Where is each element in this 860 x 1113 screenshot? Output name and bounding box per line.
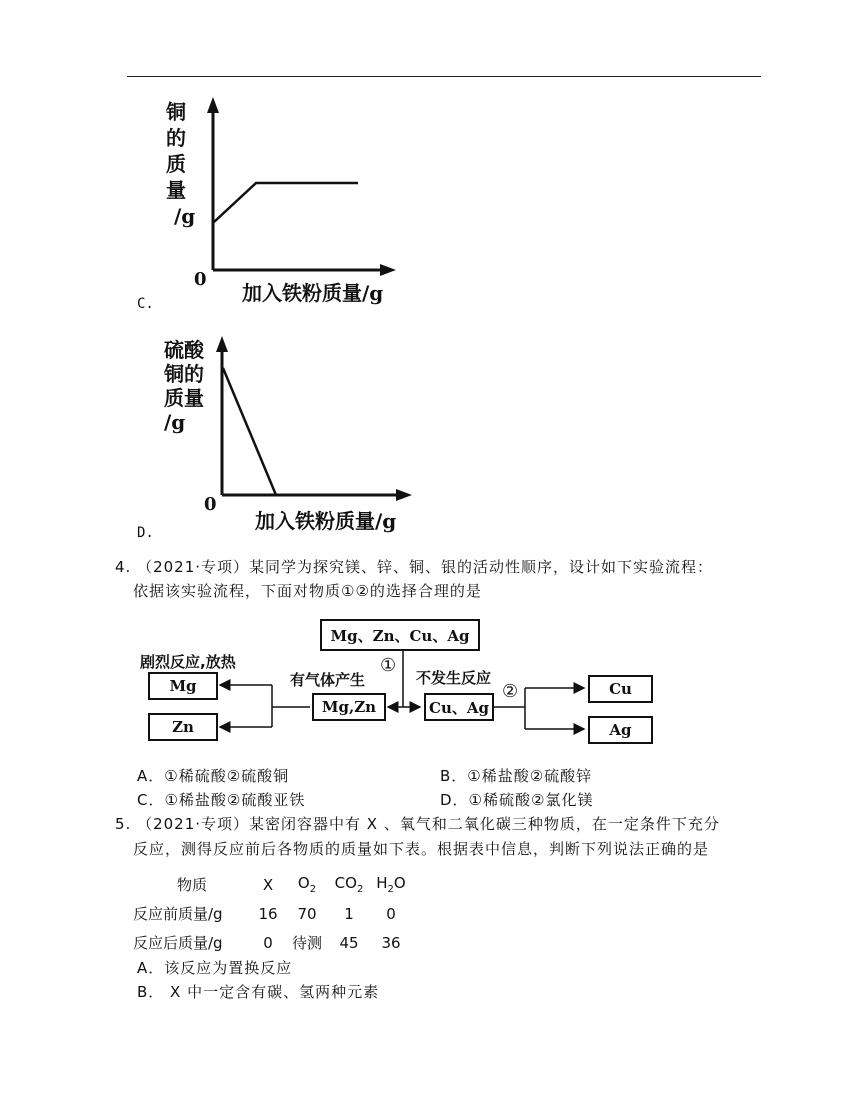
- flow-box-cu: Cu: [588, 675, 653, 703]
- table-cell: 0: [386, 904, 396, 923]
- q5-mass-table: [133, 870, 413, 957]
- header-rule: [127, 76, 761, 77]
- q5-option-b: B． X 中一定含有碳、氢两种元素: [137, 983, 380, 1001]
- graph-c-ylabel-1: 铜: [166, 100, 186, 124]
- table-header-substance: 物质: [176, 876, 207, 894]
- table-cell: 反应后质量/g: [133, 934, 223, 952]
- graph-d-y-arrow: [216, 336, 228, 352]
- q4-option-b: B．①稀盐酸②硫酸锌: [440, 767, 593, 785]
- graph-c-origin: 0: [194, 269, 207, 290]
- q4-option-d: D．①稀硫酸②氯化镁: [440, 791, 594, 809]
- graph-d-ylabel-2: 铜的: [164, 362, 204, 386]
- table-header-o2: $O_2$: [297, 874, 317, 895]
- q5-stem-line1: 5. （2021·专项）某密闭容器中有 X 、氧气和二氧化碳三种物质，在一定条件下充分: [115, 815, 720, 833]
- table-cell: 反应前质量/g: [133, 905, 223, 923]
- flow-box-start: Mg、Zn、Cu、Ag: [320, 619, 480, 651]
- q4-option-c: C．①稀盐酸②硫酸亚铁: [137, 791, 306, 809]
- graph-c-ylabel-3: 质: [166, 152, 186, 176]
- graph-d-svg: [160, 330, 460, 540]
- graph-c-curve: [214, 183, 358, 222]
- table-row: [133, 899, 413, 928]
- table-cell: 16: [258, 904, 278, 923]
- table-row: [133, 928, 413, 957]
- table-header-h2o: $H_2O$: [376, 874, 406, 895]
- flow-label-circle1: ①: [380, 655, 397, 676]
- graph-c-svg: [150, 95, 450, 310]
- table-cell: 1: [344, 904, 354, 923]
- table-cell: 45: [339, 933, 359, 952]
- q5-option-a: A．该反应为置换反应: [137, 959, 293, 977]
- flow-box-mg: Mg: [148, 672, 218, 700]
- graph-d-xlabel: 加入铁粉质量/g: [255, 509, 397, 533]
- graph-c-ylabel-2: 的: [166, 126, 186, 150]
- flow-box-ag: Ag: [588, 716, 653, 744]
- q4-option-a: A．①稀硫酸②硫酸铜: [137, 767, 290, 785]
- flow-box-zn: Zn: [148, 713, 218, 741]
- flow-label-circle2: ②: [502, 681, 519, 702]
- q4-stem-line1: 4. （2021·专项）某同学为探究镁、锌、铜、银的活动性顺序，设计如下实验流程：: [115, 558, 714, 576]
- option-c-label: C.: [137, 296, 154, 312]
- table-cell: 0: [263, 933, 273, 952]
- graph-c: [150, 95, 450, 310]
- option-d-label: D.: [137, 525, 154, 541]
- graph-d-ylabel-1: 硫酸: [164, 338, 204, 362]
- graph-c-y-arrow: [207, 97, 219, 113]
- graph-d-curve: [223, 368, 276, 495]
- q4-stem-line2: 依据该实验流程，下面对物质①②的选择合理的是: [133, 582, 482, 600]
- graph-c-ylabel-5: /g: [174, 204, 196, 228]
- flow-label-violent: 剧烈反应,放热: [140, 653, 236, 671]
- graph-d-x-arrow: [396, 489, 412, 501]
- table-header-row: [133, 870, 413, 899]
- flow-diagram: [130, 615, 660, 755]
- table-cell: 待测: [291, 934, 322, 952]
- graph-d-ylabel-3: 质量: [164, 386, 204, 410]
- table-header-x: X: [262, 875, 274, 894]
- table-cell: 70: [297, 904, 317, 923]
- q5-stem-line2: 反应，测得反应前后各物质的质量如下表。根据表中信息，判断下列说法正确的是: [133, 840, 710, 858]
- graph-c-ylabel-4: 量: [166, 178, 186, 202]
- graph-d-ylabel-4: /g: [164, 410, 186, 434]
- flow-box-mg-zn: Mg,Zn: [312, 693, 386, 721]
- flow-label-noreact: 不发生反应: [416, 669, 492, 687]
- table-header-co2: $CO_2$: [334, 874, 364, 895]
- graph-d-origin: 0: [204, 494, 217, 515]
- graph-c-xlabel: 加入铁粉质量/g: [242, 281, 384, 305]
- flow-box-cu-ag: Cu、Ag: [424, 693, 494, 721]
- graph-c-x-arrow: [380, 264, 396, 276]
- flow-label-gas: 有气体产生: [290, 671, 366, 689]
- graph-d: [160, 330, 460, 540]
- table-cell: 36: [381, 933, 401, 952]
